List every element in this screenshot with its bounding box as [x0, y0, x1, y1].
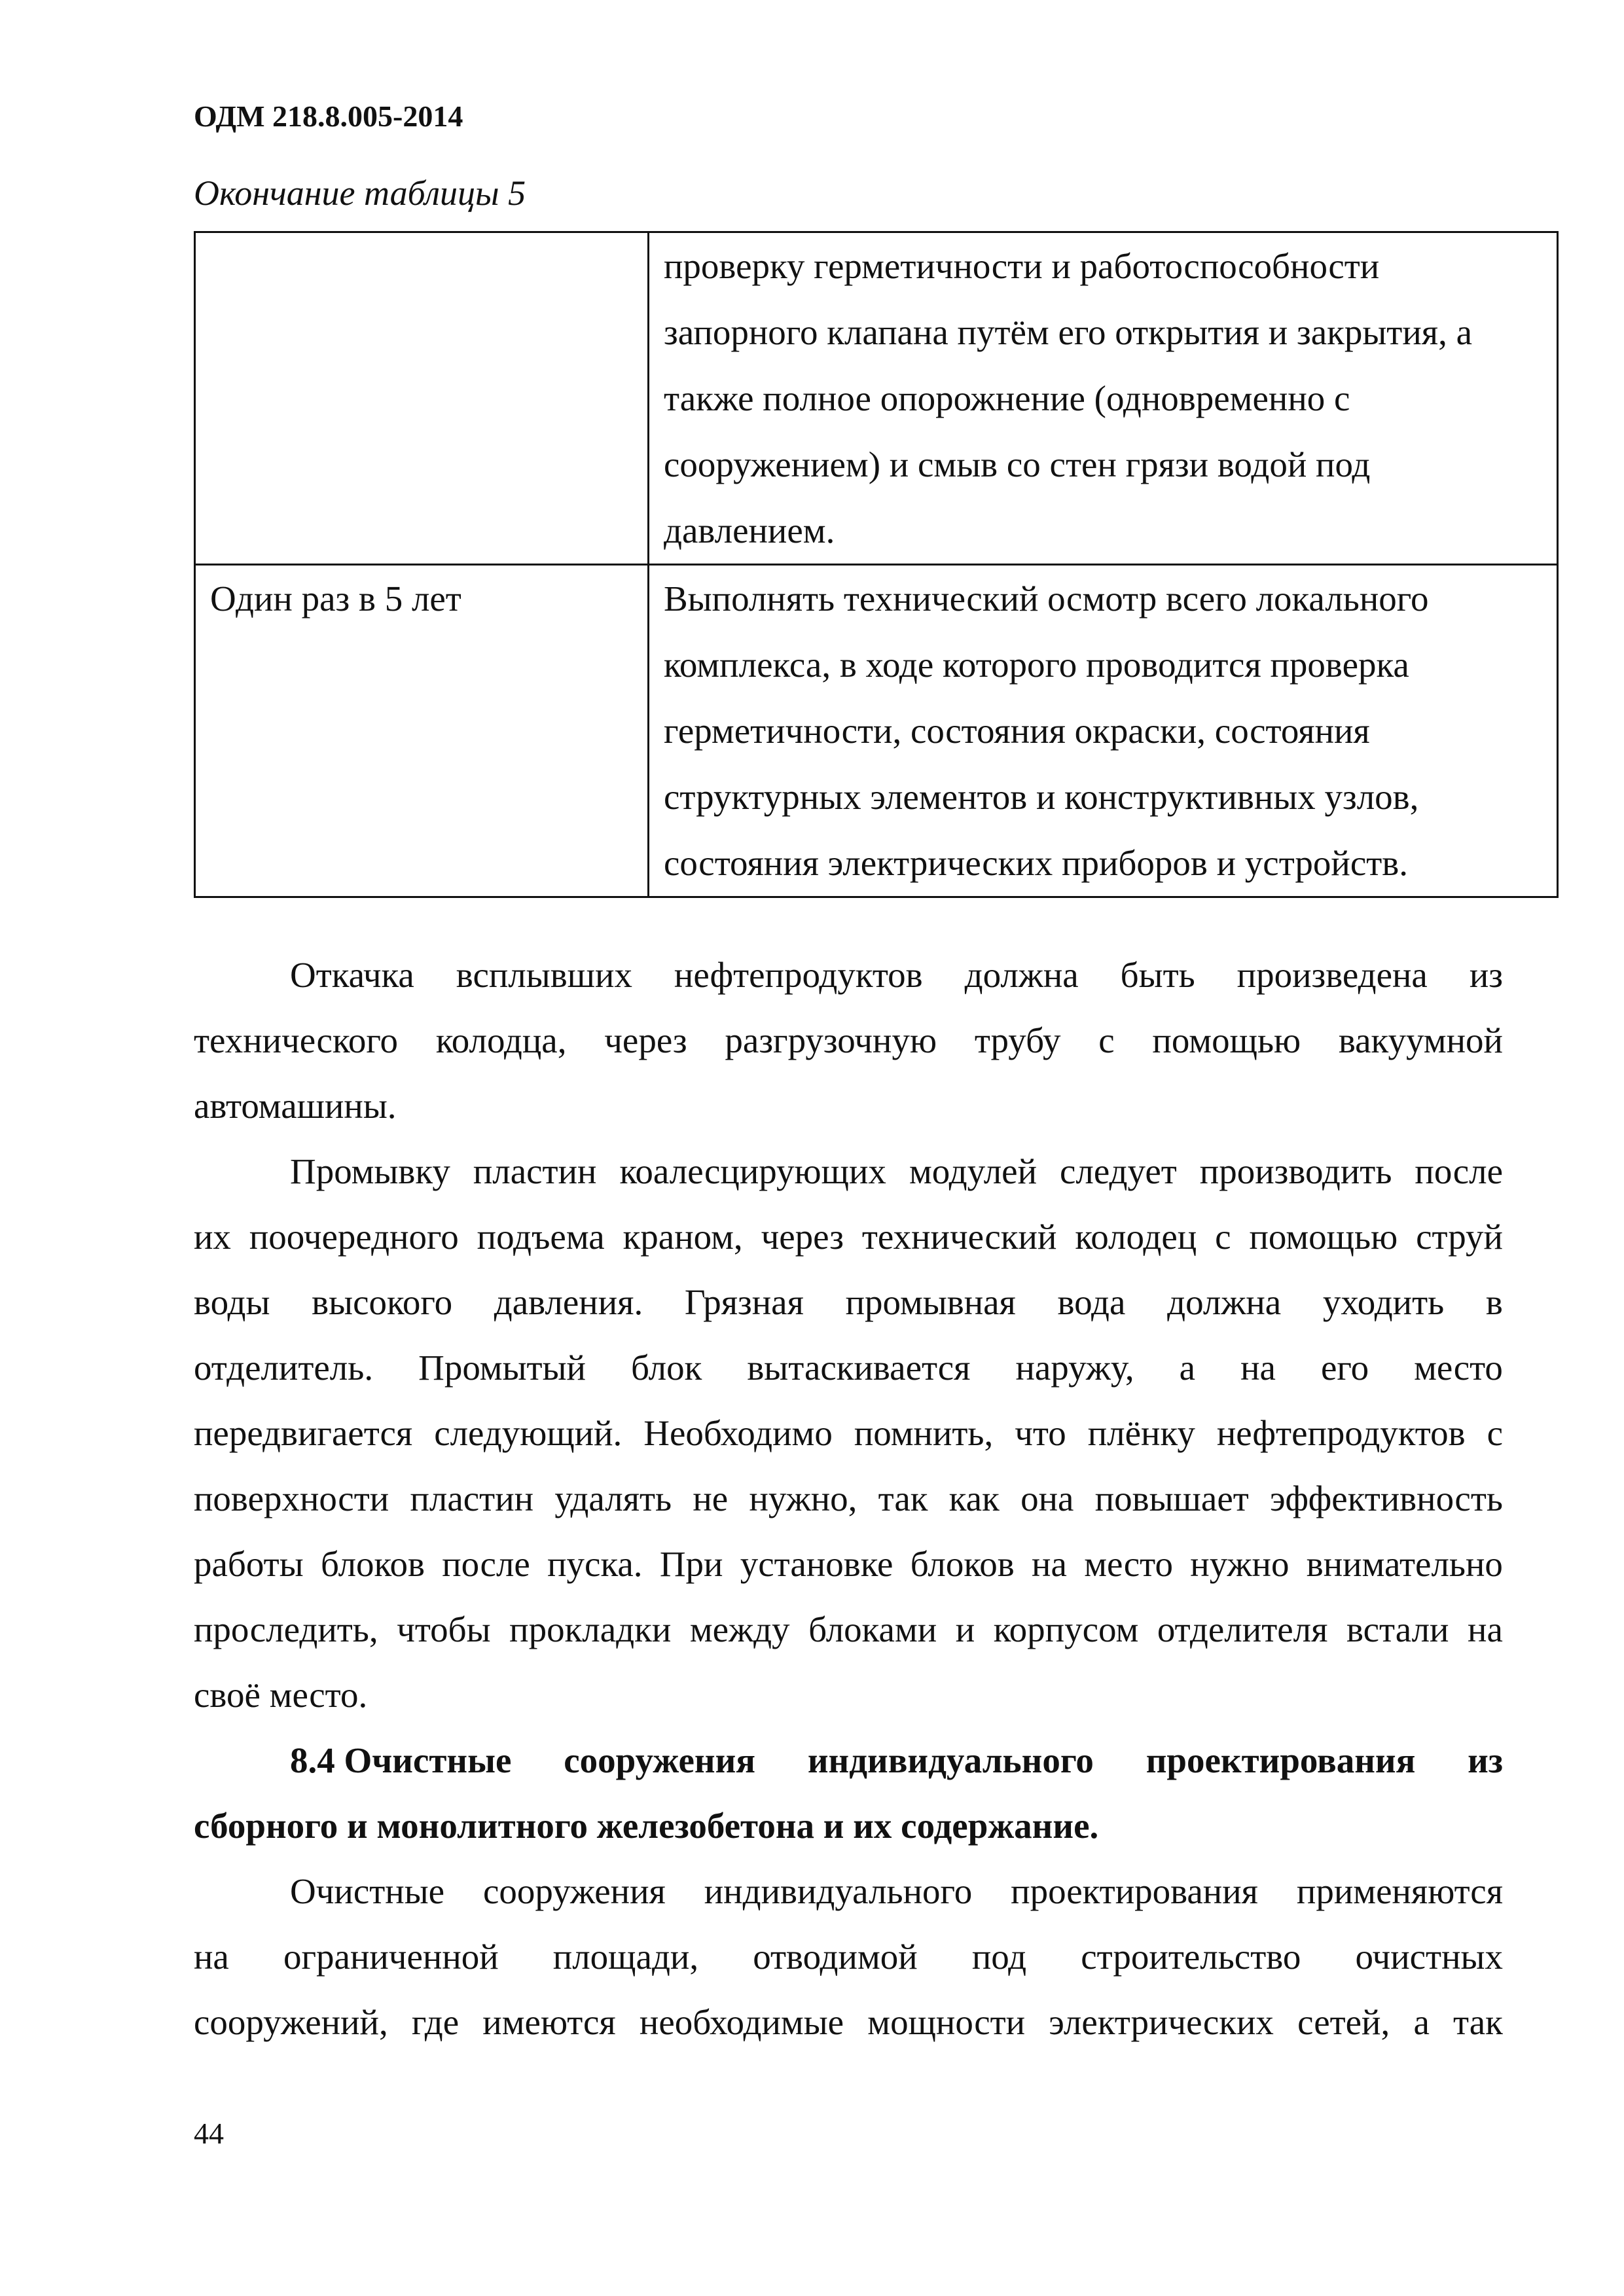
word: их: [194, 1217, 231, 1257]
word: имеются: [482, 2002, 616, 2042]
word: не: [693, 1479, 729, 1518]
word: а: [1413, 2002, 1430, 2042]
word: эффективность: [1270, 1479, 1503, 1518]
word: сооружения: [564, 1740, 756, 1780]
body-text: [194, 942, 1503, 2055]
text-line: [194, 1990, 1503, 2055]
text-line: [194, 1924, 1503, 1990]
word: краном,: [623, 1217, 743, 1257]
paragraph-individual-design: [194, 1859, 1503, 2055]
word: на: [1240, 1348, 1276, 1388]
word: прокладки: [509, 1609, 672, 1649]
heading-line: [194, 1728, 1503, 1793]
text-line: [194, 1466, 1503, 1532]
document-code: ОДМ 218.8.005-2014: [194, 99, 463, 133]
word: уходить: [1322, 1282, 1445, 1322]
word: площади,: [552, 1937, 699, 1977]
word: место: [1414, 1348, 1503, 1388]
word: колодец: [1075, 1217, 1197, 1257]
word: автомашины.: [194, 1086, 397, 1126]
word: под: [971, 1937, 1027, 1977]
text-line: [194, 1532, 1503, 1597]
word: индивидуального: [704, 1871, 973, 1911]
word: через: [604, 1020, 687, 1060]
word: индивидуального: [807, 1740, 1094, 1780]
word: следующий.: [434, 1413, 623, 1453]
word: воды: [194, 1282, 270, 1322]
word: электрических: [1049, 2002, 1274, 2042]
word: отделителя: [1157, 1609, 1328, 1649]
word: коалесцирующих: [619, 1151, 886, 1191]
action-cell: [649, 565, 1558, 897]
word: Промывку: [290, 1151, 450, 1191]
text-line: [194, 1139, 1503, 1204]
word: быть: [1120, 955, 1195, 995]
word: произведена: [1236, 955, 1428, 995]
word: производить: [1199, 1151, 1392, 1191]
word: из: [1469, 955, 1503, 995]
word: работы: [194, 1544, 304, 1584]
word: как: [948, 1479, 1000, 1518]
word: а: [1179, 1348, 1196, 1388]
word: 8.4 Очистные: [290, 1740, 512, 1780]
word: вакуумной: [1338, 1020, 1503, 1060]
word: необходимые: [639, 2002, 844, 2042]
word: подъема: [477, 1217, 605, 1257]
word: Необходимо: [643, 1413, 833, 1453]
period-cell: [195, 565, 649, 897]
word: промывная: [845, 1282, 1016, 1322]
word: колодца,: [435, 1020, 567, 1060]
word: на: [1032, 1544, 1067, 1584]
word: строительство: [1081, 1937, 1301, 1977]
word: блоков: [910, 1544, 1015, 1584]
cell-line: состояния электрических приборов и устройств.: [664, 843, 1409, 883]
word: плёнку: [1087, 1413, 1195, 1453]
word: корпусом: [993, 1609, 1139, 1649]
word: проследить,: [194, 1609, 378, 1649]
word: она: [1020, 1479, 1074, 1518]
word: Грязная: [684, 1282, 804, 1322]
heading-line: [194, 1793, 1503, 1859]
word: пластин: [410, 1479, 534, 1518]
word: так: [1453, 2002, 1503, 2042]
word: блоков: [320, 1544, 425, 1584]
word: передвигается: [194, 1413, 413, 1453]
word: модулей: [909, 1151, 1038, 1191]
word: должна: [1167, 1282, 1282, 1322]
cell-line: герметичности, состояния окраски, состояния: [664, 711, 1370, 751]
word: из: [1468, 1740, 1503, 1780]
word: помнить,: [854, 1413, 994, 1453]
cell-line: Один раз в 5 лет: [210, 579, 461, 619]
word: с: [1487, 1413, 1503, 1453]
word: после: [1415, 1151, 1503, 1191]
text-line: [194, 1270, 1503, 1335]
word: При: [659, 1544, 723, 1584]
cell-line: комплекса, в ходе которого проводится проверка: [664, 645, 1409, 685]
period-cell: [195, 232, 649, 565]
table-row: [195, 232, 1558, 565]
word: установке: [740, 1544, 893, 1584]
word: разгрузочную: [725, 1020, 937, 1060]
cell-line: Выполнять технический осмотр всего локального: [664, 579, 1429, 619]
word: между: [689, 1609, 790, 1649]
word: нужно: [1190, 1544, 1290, 1584]
word: Очистные: [290, 1871, 445, 1911]
word: блок: [631, 1348, 702, 1388]
word: технического: [194, 1020, 399, 1060]
word: нужно,: [749, 1479, 857, 1518]
word: технический: [861, 1217, 1057, 1257]
word: сборного и монолитного железобетона и их содержание.: [194, 1806, 1099, 1846]
word: Промытый: [418, 1348, 586, 1388]
cell-line: проверку герметичности и работоспособности: [664, 246, 1380, 286]
word: удалять: [554, 1479, 672, 1518]
page-number: 44: [194, 2117, 224, 2150]
word: помощью: [1249, 1217, 1398, 1257]
word: нефтепродуктов: [674, 955, 923, 995]
word: встали: [1346, 1609, 1449, 1649]
maintenance-table: [194, 231, 1559, 898]
word: своё место.: [194, 1675, 368, 1715]
cell-line: также полное опорожнение (одновременно с: [664, 378, 1350, 418]
word: сооружения: [482, 1871, 666, 1911]
word: место: [1084, 1544, 1173, 1584]
word: пластин: [473, 1151, 597, 1191]
text-line: [194, 1073, 1503, 1139]
word: отводимой: [753, 1937, 918, 1977]
cell-line: сооружением) и смыв со стен грязи водой под: [664, 444, 1371, 484]
word: вода: [1057, 1282, 1126, 1322]
table-row: [195, 565, 1558, 897]
text-line: [194, 1204, 1503, 1270]
cell-line: структурных элементов и конструктивных узлов,: [664, 777, 1419, 817]
word: сооружений,: [194, 2002, 388, 2042]
word: сетей,: [1297, 2002, 1390, 2042]
word: мощности: [867, 2002, 1026, 2042]
word: должна: [964, 955, 1079, 995]
word: следует: [1060, 1151, 1177, 1191]
word: на: [194, 1937, 229, 1977]
word: вытаскивается: [747, 1348, 971, 1388]
word: ограниченной: [283, 1937, 499, 1977]
word: пуска.: [547, 1544, 643, 1584]
word: блоками: [808, 1609, 937, 1649]
word: внимательно: [1306, 1544, 1503, 1584]
word: через: [761, 1217, 844, 1257]
cell-line: запорного клапана путём его открытия и закрытия, а: [664, 312, 1472, 352]
word: поочередного: [249, 1217, 459, 1257]
text-line: [194, 1008, 1503, 1073]
word: высокого: [312, 1282, 453, 1322]
word: на: [1468, 1609, 1503, 1649]
word: и: [955, 1609, 975, 1649]
word: где: [411, 2002, 460, 2042]
word: повышает: [1094, 1479, 1249, 1518]
word: всплывших: [456, 955, 632, 995]
word: с: [1098, 1020, 1115, 1060]
text-line: [194, 942, 1503, 1008]
paragraph-pumping: [194, 942, 1503, 1139]
word: отделитель.: [194, 1348, 374, 1388]
word: давления.: [494, 1282, 643, 1322]
word: после: [442, 1544, 530, 1584]
word: чтобы: [397, 1609, 491, 1649]
text-line: [194, 1335, 1503, 1401]
word: что: [1015, 1413, 1066, 1453]
section-heading: [194, 1728, 1503, 1859]
action-cell: [649, 232, 1558, 565]
text-line: [194, 1597, 1503, 1662]
word: Откачка: [290, 955, 414, 995]
paragraph-flushing: [194, 1139, 1503, 1728]
word: проектирования: [1146, 1740, 1416, 1780]
word: поверхности: [194, 1479, 389, 1518]
word: нефтепродуктов: [1216, 1413, 1466, 1453]
word: в: [1485, 1282, 1503, 1322]
word: его: [1320, 1348, 1369, 1388]
word: наружу,: [1015, 1348, 1134, 1388]
word: так: [878, 1479, 928, 1518]
table-caption: Окончание таблицы 5: [194, 173, 526, 213]
word: очистных: [1355, 1937, 1503, 1977]
text-line: [194, 1859, 1503, 1924]
word: струй: [1416, 1217, 1503, 1257]
word: помощью: [1152, 1020, 1301, 1060]
text-line: [194, 1401, 1503, 1466]
text-line: [194, 1662, 1503, 1728]
cell-line: давлением.: [664, 511, 835, 550]
word: проектирования: [1011, 1871, 1258, 1911]
word: применяются: [1296, 1871, 1503, 1911]
word: с: [1215, 1217, 1231, 1257]
word: трубу: [974, 1020, 1061, 1060]
